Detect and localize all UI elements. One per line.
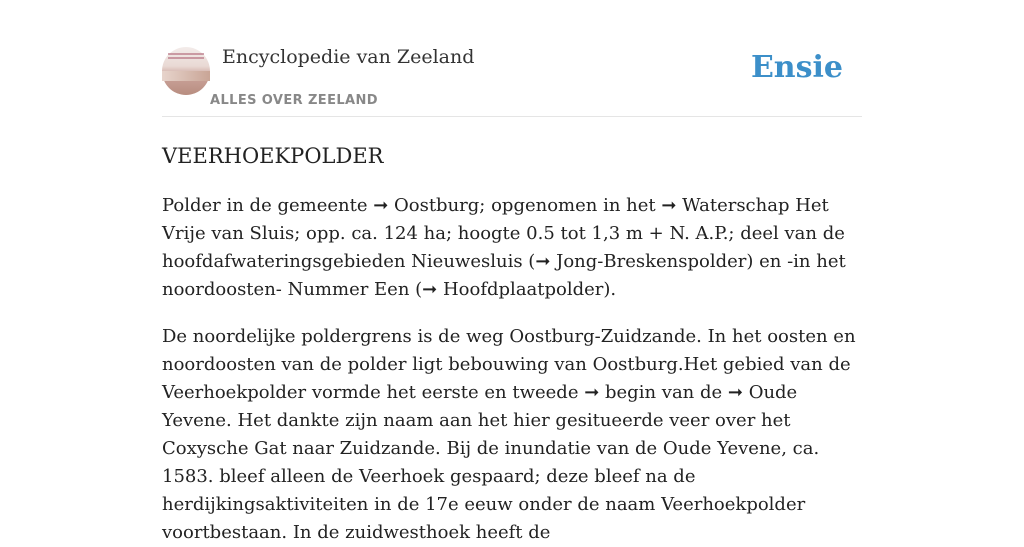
ensie-logo[interactable]: Ensie xyxy=(750,50,843,85)
site-title[interactable]: Encyclopedie van Zeeland xyxy=(222,46,475,68)
article-title: VEERHOEKPOLDER xyxy=(162,144,384,168)
avatar-detail xyxy=(168,57,204,59)
article xyxy=(162,144,862,547)
site-avatar[interactable] xyxy=(162,47,210,95)
avatar-detail xyxy=(162,71,210,81)
content-container xyxy=(162,0,862,547)
site-header xyxy=(162,0,862,117)
article-paragraph: Polder in de gemeente ➞ Oostburg; opgenomen in het ➞ Waterschap Het Vrije van Sluis; opp. ca. 124 ha; hoogte 0.5 tot 1,3 m + N. A.P.; deel van de hoofdafwateringsgebieden Nieuwesluis (➞ Jong-Breskenspolder) en -in het noordoosten- Nummer Een (➞ Hoofdplaatpolder). xyxy=(162,195,846,300)
article-paragraph: De noordelijke poldergrens is de weg Oostburg-Zuidzande. In het oosten en noordoosten van de polder ligt bebouwing van Oostburg.Het gebied van de Veerhoekpolder vormde het eerste en tweede ➞ begin van de ➞ Oude Yevene. Het dankte zijn naam aan het hier gesitueerde veer over het Coxysche Gat naar Zuidzande. Bij de inundatie van de Oude Yevene, ca. 1583. bleef alleen de Veerhoek gespaard; deze bleef na de herdijkingsaktiviteiten in de 17e eeuw onder de naam Veerhoekpolder voortbestaan. In de zuidwesthoek heeft de xyxy=(162,326,856,543)
site-tagline: ALLES OVER ZEELAND xyxy=(210,93,378,108)
avatar-detail xyxy=(168,53,204,55)
